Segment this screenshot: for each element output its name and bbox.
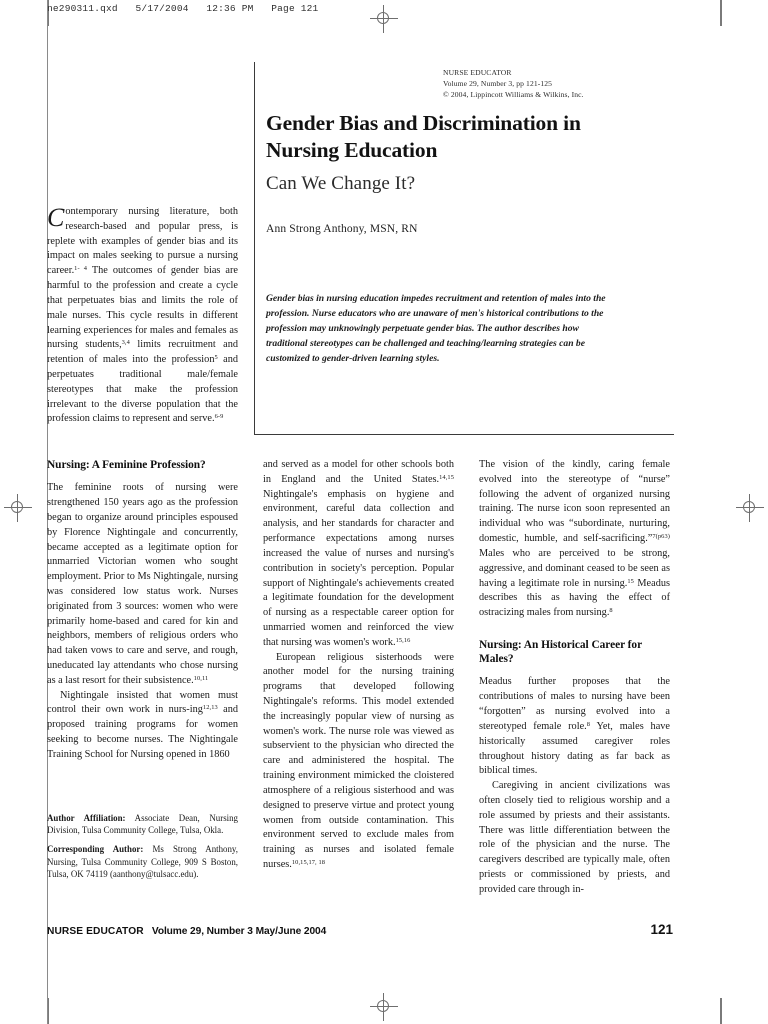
paragraph	[47, 689, 238, 763]
registration-mark-right	[736, 494, 764, 522]
corresponding-author	[47, 843, 238, 880]
paragraph-text: Nightingale insisted that women must control their own work in nurs-ing	[47, 689, 238, 716]
paragraph	[263, 651, 454, 873]
citation-ref: 8	[586, 721, 591, 728]
lede-text-2: The outcomes of gender bias are harmful to the profession and create a cycle that perpetuates bias and limits the role of male nurses. This cycle results in different learning experiences for males and females as nursing students,	[47, 265, 238, 351]
citation-ref: 15	[627, 577, 634, 585]
journal-copyright: © 2004, Lippincott Williams & Wilkins, Inc.	[443, 89, 584, 99]
section-heading-historical-career: Nursing: An Historical Career for Males?	[479, 638, 642, 666]
body-column-1	[47, 458, 238, 763]
prepress-slug-line: ne290311.qxd 5/17/2004 12:36 PM Page 121	[47, 3, 319, 14]
drop-cap: C	[47, 203, 65, 232]
author-footnotes	[47, 812, 238, 887]
paragraph-text: The feminine roots of nursing were strengthened 150 years ago as the profession began to organize around principles espoused by Florence Nightingale and concurrently, became accepted as a legitimate option for unmarried Victorian women who sought employment. Prior to Ms Nightingale, nursing was considered low status work. Nurses originated from 3 sources: women who were primarily home-based and cared for kin and neighbors, members of religious orders who had taken vows to care and serve, and rough, uneducated lay attendants who chose nursing as a last resort for their subsistence.	[47, 482, 238, 686]
body-column-2	[263, 458, 454, 873]
paragraph	[263, 458, 454, 651]
article-abstract: Gender bias in nursing education impedes recruitment and retention of males into the profession. Nurse educators who are unaware of men's historical contributions to the profession may unknowingly perpetuate gender bias. The author describes how traditional stereotypes can be challenged and teaching/learning strategies can be customized to gender-driven learning styles.	[266, 293, 606, 364]
author-affiliation-text: Associate Dean, Nursing Division, Tulsa Community College, Tulsa, Okla.	[47, 813, 238, 836]
paragraph-text: Nightingale's emphasis on hygiene and environment, careful data collection and analysis, and her standards for character and performance expectations among nurses increased the value of nurses and nursing's contribution in society's perception. Popular support of Nightingale's achievements created a legitimate foundation for the development of nursing as a respectable career option for unmarried women and reinforced the view that nursing was women's work.	[263, 488, 454, 648]
footer-issue: Volume 29, Number 3 May/June 2004	[151, 926, 327, 937]
citation-ref: 5	[214, 354, 218, 362]
corresponding-author-text: Ms Strong Anthony, Nursing, Tulsa Community College, 909 S Boston, Tulsa, OK 74119 (aanthony@tulsacc.edu).	[47, 844, 238, 879]
citation-ref: 7(p63)	[652, 533, 670, 541]
paragraph-text: and proposed training programs for women seeking to become nurses. The Nightingale Training School for Nursing opened in 1860	[47, 704, 238, 760]
article-subtitle: Can We Change It?	[266, 173, 416, 195]
journal-masthead	[443, 68, 643, 100]
citation-ref: 14,15	[439, 473, 454, 481]
horizontal-divider-rule	[254, 434, 674, 435]
author-affiliation	[47, 812, 238, 836]
body-column-3	[479, 458, 670, 898]
section-heading-feminine-profession: Nursing: A Feminine Profession?	[47, 459, 206, 471]
title-block	[266, 110, 646, 235]
citation-ref: 10,15,17, 18	[291, 859, 326, 867]
paragraph-text: Yet, males have historically assumed caregiver roles throughout history dating as far back as biblical times.	[479, 720, 670, 777]
paragraph-text: European religious sisterhoods were another model for the nursing training programs that developed following Nightingale's reforms. This model extended the increasingly popular view of nursing as women's work. The nurse role was viewed as subservient to the physician who directed the care and administered the hospital. The training environment mimicked the cloistered atmosphere of a religious sisterhood and was designed to preserve virtue and protect young women from outside contamination. This environment served to exclude males from training as nurses and isolated female nurses.	[263, 651, 454, 870]
lede-paragraph	[47, 205, 238, 427]
footer-citation	[47, 926, 326, 937]
paragraph-text: and served as a model for other schools both in England and the United States.	[263, 459, 454, 485]
journal-issue: Volume 29, Number 3, pp 121-125	[443, 78, 553, 88]
paragraph	[479, 458, 670, 621]
citation-ref: 10,11	[193, 674, 209, 682]
lede-text-4: and perpetuates traditional male/female stereotypes that make the profession irrelevant to the diverse population that the profession claims to represent and serve.	[47, 354, 238, 425]
footer-journal-name: NURSE EDUCATOR	[47, 926, 144, 937]
paragraph-text: The vision of the kindly, caring female evolved into the stereotype of “nurse” following the advent of organized nursing training. The nurse icon soon represented an individual who was “subordinate, nurturing, domestic, humble, and self-sacrificing.”	[479, 459, 670, 545]
author-affiliation-label: Author Affiliation:	[47, 813, 126, 823]
lede-text-1: ontemporary nursing literature, both research-based and popular press, is replete with examples of gender bias and its impact on males seeking to pursue a nursing career.	[47, 206, 238, 277]
paragraph-text: Males who are perceived to be strong, aggressive, and dominant ceased to be seen as having a legitimate role in nursing.	[479, 547, 670, 589]
article-author: Ann Strong Anthony, MSN, RN	[266, 223, 418, 235]
registration-mark-left	[4, 494, 32, 522]
journal-name: NURSE EDUCATOR	[443, 68, 512, 77]
paragraph-text: Meadus further proposes that the contributions of males to nursing have been “forgotten” as nursing evolved into a stereotyped female role.	[479, 676, 670, 732]
paragraph	[47, 481, 238, 688]
citation-ref: 6-9	[214, 413, 224, 421]
citation-ref: 12,13	[202, 704, 218, 712]
paragraph-text: Meadus describes this as having the effect of ostracizing males from nursing.	[479, 577, 670, 619]
citation-ref: 1- 4	[74, 265, 88, 273]
citation-ref: 15,16	[395, 636, 411, 644]
lede-text-3: limits recruitment and retention of males into the profession	[47, 339, 238, 366]
vertical-divider-rule	[254, 62, 255, 434]
page-footer	[47, 922, 673, 937]
article-title: Gender Bias and Discrimination in Nursing Education	[266, 111, 581, 162]
citation-ref: 8	[609, 607, 613, 615]
paragraph	[479, 675, 670, 779]
paragraph: Caregiving in ancient civilizations was often closely tied to religious worship and a role assumed by priests and their assistants. There was little differentiation between the role of the physician and the nurse. The caregivers described are typically male, often priests or commissioned by priests, and provided care through in-	[479, 780, 670, 895]
corresponding-author-label: Corresponding Author:	[47, 844, 144, 855]
page-number: 121	[650, 922, 673, 937]
citation-ref: 3,4	[121, 339, 130, 347]
